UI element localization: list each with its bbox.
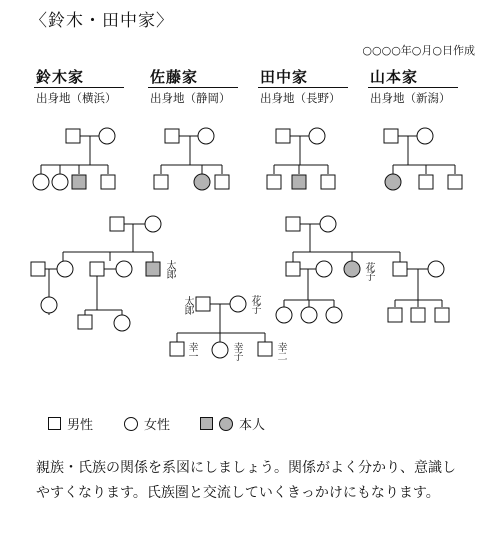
male-legend-icon (48, 417, 61, 430)
female-symbol (116, 261, 132, 277)
female-symbol (198, 128, 214, 144)
female-symbol (99, 128, 115, 144)
female-symbol (309, 128, 325, 144)
female-legend-icon (124, 417, 138, 431)
male-symbol (435, 308, 449, 322)
name-label-koji: 幸二 (275, 342, 286, 360)
self-female-symbol (344, 261, 360, 277)
male-symbol (276, 129, 290, 143)
family-origin-tanaka: 出身地（長野） (260, 91, 341, 105)
female-symbol (316, 261, 332, 277)
female-symbol (145, 216, 161, 232)
male-symbol (31, 262, 45, 276)
yamamoto-family-tree (384, 128, 462, 190)
male-symbol (78, 315, 92, 329)
female-symbol (276, 307, 292, 323)
female-symbol (41, 297, 57, 313)
legend-male-label: 男性 (67, 418, 94, 433)
female-symbol (212, 342, 228, 358)
female-symbol (52, 174, 68, 190)
sato-family-tree (154, 128, 229, 190)
suzuki-family-tree (33, 128, 115, 190)
male-symbol (448, 175, 462, 189)
female-symbol (57, 261, 73, 277)
male-symbol (393, 262, 407, 276)
male-symbol (196, 297, 210, 311)
self-male-symbol (72, 175, 86, 189)
name-label-taro-self: 太郎 (164, 260, 175, 278)
legend-self-label: 本人 (239, 418, 266, 433)
created-date: ○○○○年○月○日作成 (362, 44, 475, 57)
name-label-koichi: 幸一 (186, 342, 197, 360)
female-symbol (326, 307, 342, 323)
self-female-legend-icon (219, 417, 233, 431)
self-female-symbol (385, 174, 401, 190)
male-symbol (388, 308, 402, 322)
male-symbol (101, 175, 115, 189)
description-text: 親族・氏族の関係を系図にしましょう。関係がよく分かり、意識しやすくなります。氏族圏と交流していくきっかけにもなります。 (36, 460, 456, 501)
family-name-yamamoto: 山本家 (370, 68, 419, 86)
male-symbol (411, 308, 425, 322)
tanaka-family-tree (267, 128, 335, 189)
female-symbol (301, 307, 317, 323)
name-label-sachiko: 幸子 (231, 342, 242, 360)
female-symbol (320, 216, 336, 232)
legend-male (48, 414, 93, 433)
female-symbol (33, 174, 49, 190)
male-symbol (286, 217, 300, 231)
name-label-taro: 太郎 (182, 296, 193, 314)
family-name-suzuki: 鈴木家 (36, 68, 85, 86)
family-origin-sato: 出身地（静岡） (150, 91, 231, 105)
male-symbol (258, 342, 272, 356)
female-symbol (417, 128, 433, 144)
family-name-tanaka: 田中家 (260, 68, 309, 86)
male-symbol (110, 217, 124, 231)
family-origin-yamamoto: 出身地（新潟） (370, 91, 451, 105)
male-symbol (267, 175, 281, 189)
husband-side-tree (31, 216, 161, 331)
female-symbol (428, 261, 444, 277)
legend-female-label: 女性 (144, 418, 171, 433)
male-symbol (170, 342, 184, 356)
legend-self (200, 414, 265, 433)
name-label-hanako: 花子 (249, 295, 260, 313)
male-symbol (321, 175, 335, 189)
male-symbol (90, 262, 104, 276)
self-female-symbol (194, 174, 210, 190)
male-symbol (384, 129, 398, 143)
female-symbol (114, 315, 130, 331)
name-label-hanako-self: 花子 (363, 262, 374, 280)
male-symbol (286, 262, 300, 276)
family-name-sato: 佐藤家 (150, 68, 199, 86)
male-symbol (215, 175, 229, 189)
self-male-symbol (292, 175, 306, 189)
male-symbol (165, 129, 179, 143)
female-symbol (230, 296, 246, 312)
male-symbol (66, 129, 80, 143)
self-male-symbol (146, 262, 160, 276)
self-male-legend-icon (200, 417, 213, 430)
male-symbol (419, 175, 433, 189)
page-title: 〈鈴木・田中家〉 (30, 11, 174, 31)
legend-female (124, 414, 170, 433)
family-origin-suzuki: 出身地（横浜） (36, 91, 117, 105)
male-symbol (154, 175, 168, 189)
